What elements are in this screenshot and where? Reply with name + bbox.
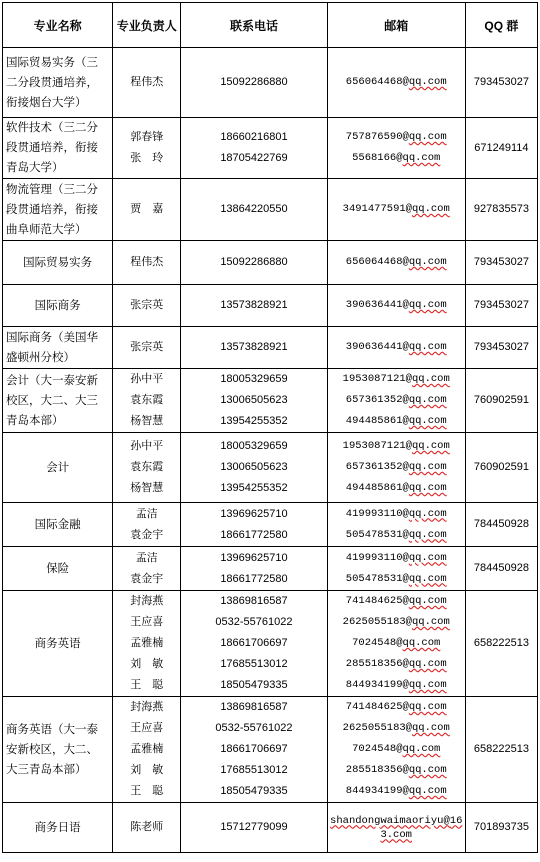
major-name-cell: 国际商务 — [3, 285, 113, 327]
email-domain: qq.com — [408, 394, 447, 406]
phone-cell — [181, 241, 327, 285]
email-address[interactable] — [328, 591, 465, 612]
person-name: 孟洁 — [135, 507, 158, 520]
header-email: 邮箱 — [327, 3, 465, 48]
phone-number: 13954255352 — [220, 415, 288, 427]
email-domain: qq.com — [402, 152, 441, 164]
email-user: 390636441@ — [345, 341, 409, 353]
qq-group-cell: 793453027 — [465, 327, 537, 369]
person-cell — [113, 369, 181, 433]
header-major: 专业名称 — [3, 3, 113, 48]
phone-number: 13573828921 — [220, 299, 288, 311]
phone-number: 18661706697 — [220, 743, 288, 755]
header-row — [3, 3, 538, 48]
person-name: 张 玲 — [130, 152, 164, 164]
email-user: 505478531@ — [345, 572, 409, 585]
email-user: 741484625@ — [345, 595, 409, 607]
phone-cell — [181, 118, 327, 179]
major-name-cell: 会计 — [3, 433, 113, 503]
person-cell — [113, 803, 181, 853]
email-cell — [327, 503, 465, 547]
person-cell — [113, 48, 181, 118]
table-row — [3, 48, 538, 118]
email-address[interactable] — [328, 814, 465, 842]
email-user: 3491477591@ — [342, 203, 412, 215]
qq-group-cell: 793453027 — [465, 48, 537, 118]
phone-number: 15092286880 — [220, 256, 288, 268]
person-cell — [113, 503, 181, 547]
person-name: 贾 嘉 — [130, 203, 164, 215]
person-name: 孙中平 — [130, 373, 164, 385]
person-name: 袁东霞 — [130, 394, 164, 406]
phone-cell — [181, 591, 327, 697]
email-user: 844934199@ — [345, 679, 409, 691]
major-name-cell: 商务英语（大一泰安新校区，大二、大三青岛本部） — [3, 697, 113, 803]
phone-cell — [181, 179, 327, 241]
person-name: 张宗英 — [130, 299, 164, 311]
contact-table — [2, 2, 538, 853]
table-row — [3, 179, 538, 241]
table-body — [3, 48, 538, 853]
email-address[interactable] — [328, 411, 465, 432]
email-address[interactable] — [328, 199, 465, 220]
major-name-cell: 国际商务（美国华盛顿州分校） — [3, 327, 113, 369]
email-cell — [327, 803, 465, 853]
email-address[interactable] — [328, 72, 465, 93]
qq-group-cell: 760902591 — [465, 433, 537, 503]
phone-number: 13869816587 — [220, 595, 288, 607]
person-cell — [113, 547, 181, 591]
email-domain: qq.com — [408, 256, 447, 268]
person-cell — [113, 179, 181, 241]
email-cell — [327, 433, 465, 503]
email-cell — [327, 369, 465, 433]
email-address[interactable] — [328, 548, 465, 569]
header-qq: QQ 群 — [465, 3, 537, 48]
person-name: 张宗英 — [130, 341, 164, 353]
phone-number: 13969625710 — [220, 551, 288, 564]
person-cell — [113, 241, 181, 285]
email-user: 656064468@ — [345, 76, 409, 88]
qq-group-cell: 760902591 — [465, 369, 537, 433]
phone-number: 13869816587 — [220, 701, 288, 713]
email-domain: qq.com — [408, 299, 447, 311]
phone-number: 18660216801 — [220, 131, 288, 143]
email-user: 741484625@ — [345, 701, 409, 713]
phone-number: 18505479335 — [220, 785, 288, 797]
email-cell — [327, 285, 465, 327]
email-address[interactable] — [328, 436, 465, 457]
email-address[interactable] — [328, 760, 465, 781]
email-cell — [327, 118, 465, 179]
email-user: 657361352@ — [345, 461, 409, 473]
email-user: 657361352@ — [345, 394, 409, 406]
person-cell — [113, 433, 181, 503]
person-name: 袁金宇 — [130, 528, 164, 541]
email-domain: qq.com — [402, 743, 441, 755]
person-name: 刘 敏 — [130, 764, 164, 776]
person-cell — [113, 118, 181, 179]
phone-cell — [181, 369, 327, 433]
email-user: 494485861@ — [345, 482, 409, 494]
email-address[interactable] — [328, 633, 465, 654]
email-address[interactable] — [328, 654, 465, 675]
email-user: shandongwaimaoriyu@ — [330, 814, 450, 827]
phone-number: 18705422769 — [220, 152, 288, 164]
email-user: 1953087121@ — [342, 373, 412, 385]
qq-group-cell: 784450928 — [465, 503, 537, 547]
phone-number: 0532-55761022 — [215, 616, 293, 628]
phone-number: 13954255352 — [220, 482, 288, 494]
email-address[interactable] — [328, 525, 465, 546]
phone-number: 13969625710 — [220, 507, 288, 520]
email-user: 419993110@ — [345, 551, 409, 564]
email-domain: qq.com — [408, 482, 447, 494]
person-name: 王应喜 — [130, 722, 164, 734]
email-domain: qq.com — [408, 341, 447, 353]
phone-number: 15712779099 — [220, 821, 288, 833]
major-name-cell: 商务日语 — [3, 803, 113, 853]
table-row — [3, 803, 538, 853]
email-address[interactable] — [328, 295, 465, 316]
person-name: 袁东霞 — [130, 461, 164, 473]
table-row — [3, 327, 538, 369]
phone-number: 18661706697 — [220, 637, 288, 649]
person-name: 封海燕 — [130, 595, 164, 607]
email-cell — [327, 179, 465, 241]
email-user: 285518356@ — [345, 658, 409, 670]
person-name: 袁金宇 — [130, 572, 164, 585]
qq-group-cell: 658222513 — [465, 591, 537, 697]
email-user: 757876590@ — [345, 131, 409, 143]
person-name: 程伟杰 — [130, 256, 164, 268]
qq-group-cell: 793453027 — [465, 285, 537, 327]
email-domain: qq.com — [408, 595, 447, 607]
email-domain: qq.com — [408, 764, 447, 776]
person-name: 陈老师 — [130, 821, 164, 833]
person-cell — [113, 697, 181, 803]
email-address[interactable] — [328, 148, 465, 169]
phone-number: 17685513012 — [220, 764, 288, 776]
email-domain: qq.com — [411, 203, 450, 215]
phone-number: 0532-55761022 — [215, 722, 293, 734]
email-user: 656064468@ — [345, 256, 409, 268]
email-domain: qq.com — [408, 528, 447, 541]
phone-number: 18005329659 — [220, 440, 288, 452]
major-name-cell: 国际金融 — [3, 503, 113, 547]
email-address[interactable] — [328, 504, 465, 525]
phone-cell — [181, 285, 327, 327]
person-name: 孟洁 — [135, 551, 158, 564]
email-domain: qq.com — [408, 551, 447, 564]
phone-number: 13573828921 — [220, 341, 288, 353]
major-name-cell: 会计（大一泰安新校区，大二、大三青岛本部） — [3, 369, 113, 433]
person-name: 程伟杰 — [130, 76, 164, 88]
email-cell — [327, 591, 465, 697]
email-domain: qq.com — [402, 637, 441, 649]
phone-number: 15092286880 — [220, 76, 288, 88]
email-domain: qq.com — [408, 658, 447, 670]
major-name-cell: 软件技术（三二分段贯通培养，衔接青岛大学） — [3, 118, 113, 179]
major-name-cell: 国际贸易实务 — [3, 241, 113, 285]
qq-group-cell: 793453027 — [465, 241, 537, 285]
phone-number: 17685513012 — [220, 658, 288, 670]
email-user: 505478531@ — [345, 528, 409, 541]
phone-number: 18661772580 — [220, 528, 288, 541]
phone-number: 13864220550 — [220, 203, 288, 215]
qq-group-cell: 671249114 — [465, 118, 537, 179]
email-user: 285518356@ — [345, 764, 409, 776]
person-name: 杨智慧 — [130, 482, 164, 494]
email-cell — [327, 327, 465, 369]
table-row — [3, 369, 538, 433]
email-domain: qq.com — [408, 572, 447, 585]
email-domain: qq.com — [408, 415, 447, 427]
email-address[interactable] — [328, 390, 465, 411]
email-domain: qq.com — [408, 785, 447, 797]
person-cell — [113, 327, 181, 369]
email-user: 1953087121@ — [342, 440, 412, 452]
email-domain: qq.com — [411, 440, 450, 452]
email-address[interactable] — [328, 337, 465, 358]
major-name-cell: 商务英语 — [3, 591, 113, 697]
table-row — [3, 241, 538, 285]
phone-cell — [181, 697, 327, 803]
email-address[interactable] — [328, 569, 465, 590]
email-address[interactable] — [328, 739, 465, 760]
email-cell — [327, 48, 465, 118]
email-address[interactable] — [328, 478, 465, 499]
email-cell — [327, 697, 465, 803]
email-domain: 163.com — [380, 814, 463, 841]
person-name: 孟雅楠 — [130, 637, 164, 649]
header-phone: 联系电话 — [181, 3, 327, 48]
table-row — [3, 697, 538, 803]
qq-group-cell: 701893735 — [465, 803, 537, 853]
person-name: 郭春锋 — [130, 131, 164, 143]
email-user: 7024548@ — [352, 637, 403, 649]
email-domain: qq.com — [408, 507, 447, 520]
email-address[interactable] — [328, 457, 465, 478]
email-user: 5568166@ — [352, 152, 403, 164]
qq-group-cell: 658222513 — [465, 697, 537, 803]
table-row — [3, 285, 538, 327]
email-user: 390636441@ — [345, 299, 409, 311]
email-user: 494485861@ — [345, 415, 409, 427]
phone-cell — [181, 547, 327, 591]
table-row — [3, 591, 538, 697]
table-row — [3, 118, 538, 179]
person-name: 王应喜 — [130, 616, 164, 628]
table-row — [3, 503, 538, 547]
email-user: 2625055183@ — [342, 722, 412, 734]
email-address[interactable] — [328, 252, 465, 273]
major-name-cell: 保险 — [3, 547, 113, 591]
phone-cell — [181, 433, 327, 503]
phone-number: 13006505623 — [220, 461, 288, 473]
email-cell — [327, 547, 465, 591]
person-name: 王 聪 — [130, 785, 164, 797]
person-name: 封海燕 — [130, 701, 164, 713]
email-user: 7024548@ — [352, 743, 403, 755]
email-cell — [327, 241, 465, 285]
email-domain: qq.com — [408, 131, 447, 143]
phone-number: 13006505623 — [220, 394, 288, 406]
phone-cell — [181, 503, 327, 547]
major-name-cell: 国际贸易实务（三二分段贯通培养，衔接烟台大学） — [3, 48, 113, 118]
email-domain: qq.com — [408, 679, 447, 691]
phone-cell — [181, 803, 327, 853]
email-user: 844934199@ — [345, 785, 409, 797]
phone-number: 18005329659 — [220, 373, 288, 385]
header-person: 专业负责人 — [113, 3, 181, 48]
email-user: 419993110@ — [345, 507, 409, 520]
email-domain: qq.com — [408, 701, 447, 713]
person-name: 孙中平 — [130, 440, 164, 452]
person-cell — [113, 591, 181, 697]
person-name: 王 聪 — [130, 679, 164, 691]
email-address[interactable] — [328, 718, 465, 739]
email-user: 2625055183@ — [342, 616, 412, 628]
email-domain: qq.com — [408, 461, 447, 473]
table-row — [3, 433, 538, 503]
major-name-cell: 物流管理（三二分段贯通培养，衔接曲阜师范大学） — [3, 179, 113, 241]
person-name: 杨智慧 — [130, 415, 164, 427]
person-name: 孟雅楠 — [130, 743, 164, 755]
phone-cell — [181, 48, 327, 118]
email-address[interactable] — [328, 127, 465, 148]
phone-number: 18661772580 — [220, 572, 288, 585]
email-domain: qq.com — [411, 373, 450, 385]
email-address[interactable] — [328, 612, 465, 633]
person-cell — [113, 285, 181, 327]
qq-group-cell: 927835573 — [465, 179, 537, 241]
phone-cell — [181, 327, 327, 369]
qq-group-cell: 784450928 — [465, 547, 537, 591]
email-address[interactable] — [328, 697, 465, 718]
table-row — [3, 547, 538, 591]
email-domain: qq.com — [411, 722, 450, 734]
person-name: 刘 敏 — [130, 658, 164, 670]
email-domain: qq.com — [411, 616, 450, 628]
email-address[interactable] — [328, 369, 465, 390]
phone-number: 18505479335 — [220, 679, 288, 691]
email-domain: qq.com — [408, 76, 447, 88]
email-address[interactable] — [328, 781, 465, 802]
email-address[interactable] — [328, 675, 465, 696]
